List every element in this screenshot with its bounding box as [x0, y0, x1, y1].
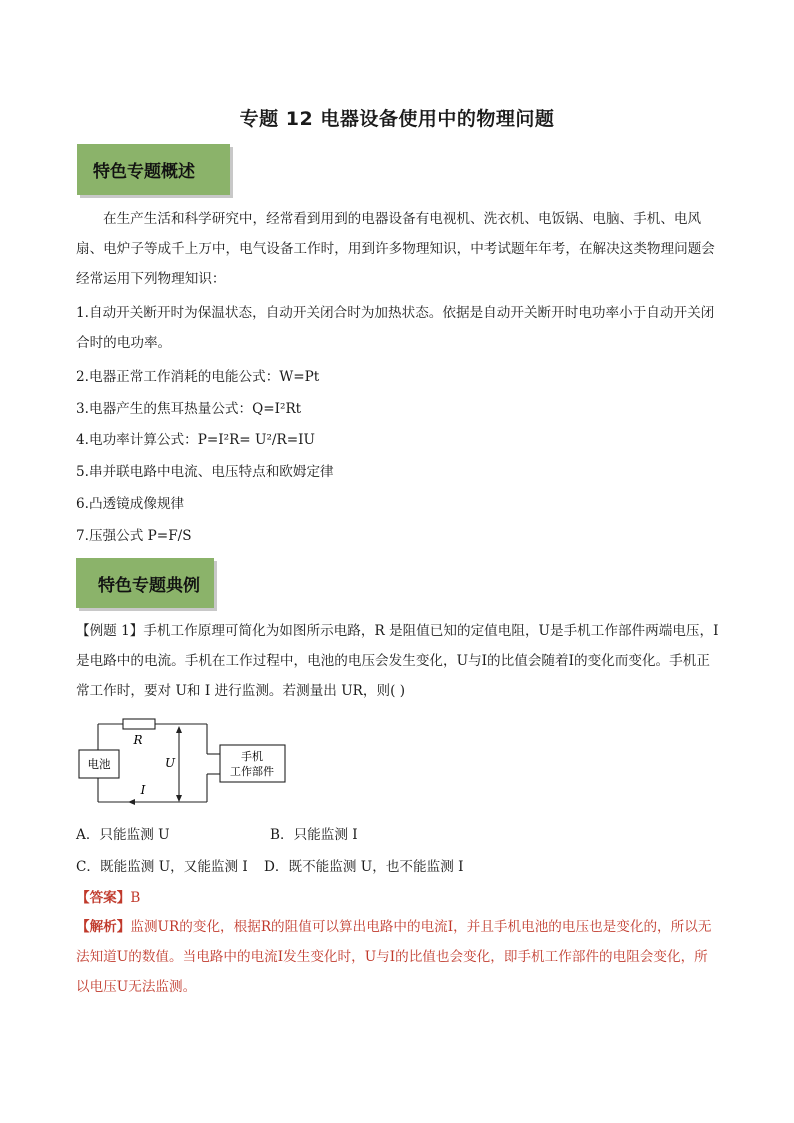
- knowledge-item-7: 7.压强公式 P=F/S: [76, 528, 192, 544]
- circuit-diagram: [76, 712, 291, 810]
- example-1-question: [76, 616, 720, 706]
- knowledge-item-5: 5.串并联电路中电流、电压特点和欧姆定律: [76, 464, 334, 480]
- knowledge-item-2: 2.电器正常工作消耗的电能公式：W=Pt: [76, 369, 320, 385]
- knowledge-item-3: 3.电器产生的焦耳热量公式：Q=I²Rt: [76, 401, 302, 417]
- knowledge-item-4: 4.电功率计算公式：P=I²R= U²/R=IU: [76, 432, 315, 448]
- page-title: 专题 12 电器设备使用中的物理问题: [239, 108, 555, 130]
- resistor-label: R: [133, 733, 143, 747]
- answer-line: [76, 886, 140, 906]
- current-label: I: [140, 783, 146, 797]
- part-label-line2: 工作部件: [230, 765, 274, 778]
- intro-paragraph: 在生产生活和科学研究中，经常看到用到的电器设备有电视机、洗衣机、电饭锅、电脑、手机、电风扇、电炉子等成千上万中，电气设备工作时，用到许多物理知识，中考试题年年考，在解决这类物理问题会经常运用下列物理知识：: [76, 211, 715, 287]
- analysis-paragraph: [76, 912, 720, 1002]
- example-label: 【例题 1】: [76, 623, 144, 639]
- option-a: A．只能监测 U: [76, 827, 170, 843]
- option-d: D．既不能监测 U，也不能监测 I: [264, 859, 464, 875]
- analysis-label: 【解析】: [76, 919, 131, 935]
- current-arrowhead: [128, 799, 135, 805]
- battery-label: 电池: [87, 757, 111, 771]
- voltage-arrowhead-up: [176, 726, 182, 733]
- option-b: B．只能监测 I: [270, 827, 358, 843]
- section-banner-label: 特色专题概述: [93, 162, 195, 182]
- resistor-symbol: [123, 719, 155, 729]
- part-label-line1: 手机: [241, 750, 263, 763]
- section-banner-label: 特色专题典例: [98, 575, 200, 596]
- voltage-arrowhead-down: [176, 795, 182, 802]
- knowledge-item-1: 1.自动开关断开时为保温状态，自动开关闭合时为加热状态。依据是自动开关断开时电功率小于自动开关闭合时的电功率。: [76, 305, 715, 351]
- section-banner-overview: [77, 144, 230, 195]
- answer-label: 【答案】: [76, 890, 131, 906]
- analysis-text: 监测UR的变化，根据R的阻值可以算出电路中的电流I，并且手机电池的电压也是变化的，所以无法知道U的数值。当电路中的电流I发生变化时，U与I的比值也会变化，即手机工作部件的电阻会变化，所以电压U无法监测。: [76, 919, 712, 995]
- voltage-label: U: [164, 756, 176, 770]
- answer-value: B: [130, 890, 141, 906]
- knowledge-item-6: 6.凸透镜成像规律: [76, 496, 185, 512]
- option-c: C．既能监测 U，又能监测 I: [76, 859, 248, 875]
- example-text: 手机工作原理可简化为如图所示电路，R 是阻值已知的定值电阻，U是手机工作部件两端电压，I是电路中的电流。手机在工作过程中，电池的电压会发生变化，U与I的比值会随着I的变化而变化。手机正常工作时，要对 U和 I 进行监测。若测量出 UR，则( ): [76, 623, 719, 699]
- section-banner-examples: [76, 558, 214, 608]
